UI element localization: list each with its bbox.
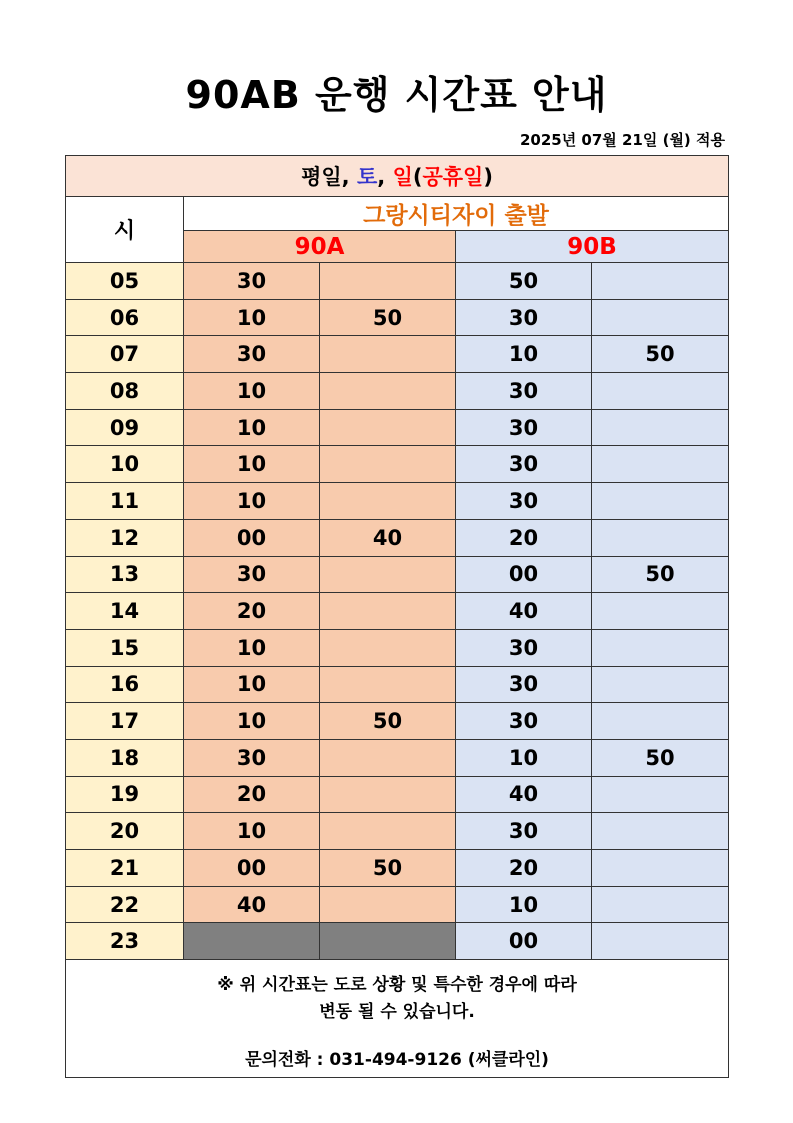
route-90b-minute-cell: 30 [456,409,592,446]
route-90a-minute-cell: 50 [320,703,456,740]
route-90b-minute-cell: 40 [456,776,592,813]
route-90a-minute-cell: 10 [184,373,320,410]
route-90a-minute-cell [320,593,456,630]
daytype-weekday: 평일 [301,165,342,189]
route-90b-minute-cell: 50 [456,263,592,300]
table-row [66,666,729,703]
table-row [66,886,729,923]
route-90b-minute-cell: 00 [456,923,592,960]
route-90b-minute-cell [592,923,729,960]
table-row [66,373,729,410]
route-90a-minute-cell: 10 [184,666,320,703]
table-row [66,263,729,300]
route-90b-minute-cell [592,629,729,666]
hour-cell: 19 [66,776,184,813]
hour-cell: 17 [66,703,184,740]
timetable [65,155,729,1078]
footer-row [66,960,729,1078]
hour-cell: 16 [66,666,184,703]
table-row [66,739,729,776]
route-90b-minute-cell [592,483,729,520]
route-90b-minute-cell: 30 [456,813,592,850]
route-90a-minute-cell: 10 [184,483,320,520]
hour-cell: 12 [66,519,184,556]
route-90a-minute-cell [320,483,456,520]
hour-cell: 10 [66,446,184,483]
route-90a-minute-cell [320,556,456,593]
route-90b-minute-cell: 10 [456,336,592,373]
route-90a-minute-cell [320,446,456,483]
route-90a-minute-cell: 00 [184,850,320,887]
hour-header: 시 [66,197,184,263]
route-90b-minute-cell: 30 [456,483,592,520]
route-90a-minute-cell [320,776,456,813]
route-90b-minute-cell: 50 [592,739,729,776]
route-90b-minute-cell: 30 [456,299,592,336]
route-90b-minute-cell: 20 [456,519,592,556]
table-row [66,629,729,666]
route-90b-minute-cell [592,373,729,410]
route-90a-minute-cell: 10 [184,299,320,336]
table-row [66,923,729,960]
route-90b-minute-cell [592,886,729,923]
route-90a-header: 90A [184,231,456,263]
route-90b-minute-cell [592,813,729,850]
route-90a-minute-cell [320,666,456,703]
table-row [66,850,729,887]
effective-date: 2025년 07월 21일 (월) 적용 [519,131,725,149]
route-90a-minute-cell [320,629,456,666]
hour-cell: 22 [66,886,184,923]
route-90a-minute-cell: 30 [184,336,320,373]
table-row [66,776,729,813]
hour-cell: 15 [66,629,184,666]
hour-cell: 11 [66,483,184,520]
route-90a-minute-cell [320,886,456,923]
route-90b-minute-cell [592,409,729,446]
daytype-paren: ( [412,165,423,189]
route-90b-minute-cell: 50 [592,556,729,593]
hour-cell: 18 [66,739,184,776]
notice-line-2: 변동 될 수 있습니다. [319,1002,475,1023]
daytype-separator: , [341,165,357,189]
no-service-cell [184,923,320,960]
route-90b-minute-cell: 10 [456,886,592,923]
daytype-paren: ) [483,165,493,189]
route-90a-minute-cell [320,336,456,373]
route-90b-minute-cell: 40 [456,593,592,630]
route-90b-minute-cell: 20 [456,850,592,887]
route-90a-minute-cell: 40 [184,886,320,923]
route-90b-minute-cell [592,850,729,887]
route-90a-minute-cell: 30 [184,556,320,593]
notice-line-1: ※ 위 시간표는 도로 상황 및 특수한 경우에 따라 [217,975,577,996]
route-90b-minute-cell [592,299,729,336]
daytype-header [66,156,729,197]
route-90b-header: 90B [456,231,729,263]
daytype-sunday: 일 [392,165,413,189]
route-90b-minute-cell: 30 [456,373,592,410]
route-90b-minute-cell [592,666,729,703]
route-90b-minute-cell: 30 [456,666,592,703]
hour-cell: 20 [66,813,184,850]
route-90a-minute-cell: 20 [184,776,320,813]
table-row [66,813,729,850]
route-90a-minute-cell: 20 [184,593,320,630]
route-90b-minute-cell [592,776,729,813]
daytype-holiday: 공휴일 [422,165,484,189]
table-row [66,556,729,593]
hour-cell: 07 [66,336,184,373]
route-90a-minute-cell: 30 [184,263,320,300]
hour-cell: 14 [66,593,184,630]
contact-phone: 문의전화 : 031-494-9126 (써클라인) [245,1050,549,1071]
route-90b-minute-cell: 50 [592,336,729,373]
page-title: 90AB 운행 시간표 안내 [185,73,608,117]
table-row [66,703,729,740]
route-90b-minute-cell [592,703,729,740]
route-90b-minute-cell: 10 [456,739,592,776]
route-90b-minute-cell [592,519,729,556]
route-90b-minute-cell: 30 [456,703,592,740]
hour-cell: 08 [66,373,184,410]
footer-notice [66,960,729,1078]
route-90b-minute-cell [592,446,729,483]
route-90b-minute-cell [592,593,729,630]
route-90a-minute-cell [320,813,456,850]
hour-cell: 05 [66,263,184,300]
route-90a-minute-cell: 50 [320,299,456,336]
hour-cell: 13 [66,556,184,593]
hour-cell: 06 [66,299,184,336]
table-row [66,519,729,556]
route-90a-minute-cell [320,373,456,410]
table-row [66,336,729,373]
route-90b-minute-cell: 30 [456,446,592,483]
daytype-separator: , [377,165,393,189]
route-90b-minute-cell: 30 [456,629,592,666]
route-90a-minute-cell: 30 [184,739,320,776]
no-service-cell [320,923,456,960]
route-90a-minute-cell: 10 [184,813,320,850]
route-90a-minute-cell: 10 [184,629,320,666]
route-90a-minute-cell [320,409,456,446]
route-90b-minute-cell [592,263,729,300]
hour-cell: 23 [66,923,184,960]
route-90a-minute-cell: 10 [184,703,320,740]
table-row [66,483,729,520]
route-90a-minute-cell: 10 [184,446,320,483]
route-90a-minute-cell [320,263,456,300]
table-row [66,299,729,336]
route-90a-minute-cell: 10 [184,409,320,446]
route-90b-minute-cell: 00 [456,556,592,593]
table-row [66,409,729,446]
table-row [66,446,729,483]
route-90a-minute-cell [320,739,456,776]
daytype-saturday: 토 [356,165,378,189]
route-90a-minute-cell: 50 [320,850,456,887]
route-90a-minute-cell: 00 [184,519,320,556]
departure-stop: 그랑시티자이 출발 [184,197,729,231]
hour-cell: 21 [66,850,184,887]
hour-cell: 09 [66,409,184,446]
route-90a-minute-cell: 40 [320,519,456,556]
table-row [66,593,729,630]
